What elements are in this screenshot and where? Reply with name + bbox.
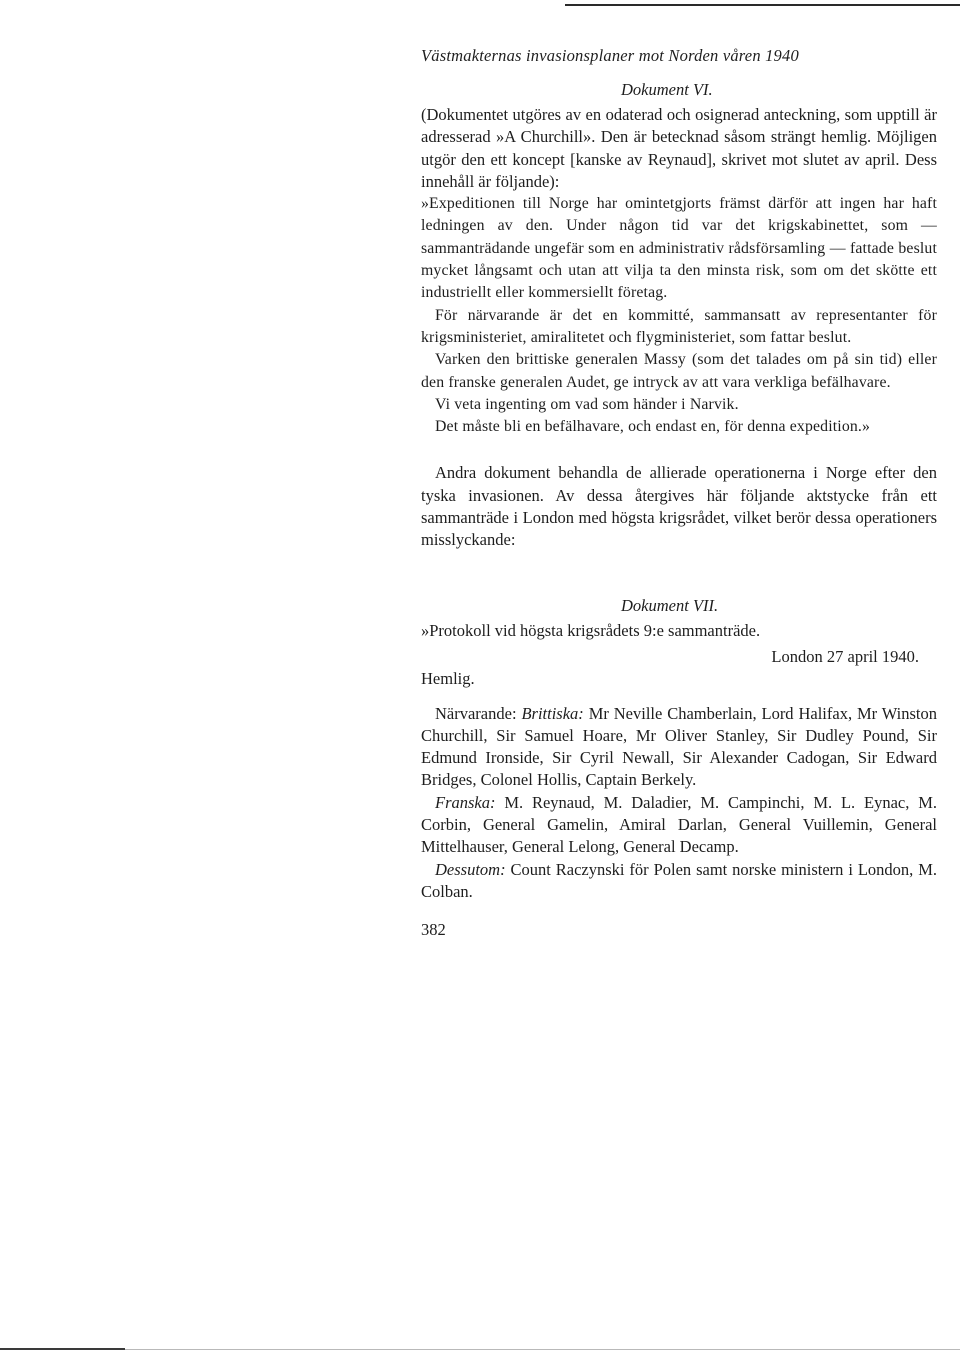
british-label: Brittiska: bbox=[521, 703, 584, 723]
quote-paragraph-2: För närvarande är det en kommitté, sammansatt av representanter för krigsministeriet, amiralitetet och flygministeriet, som fattar beslut. bbox=[421, 306, 937, 346]
bottom-rule-left bbox=[0, 1348, 125, 1350]
top-rule bbox=[565, 4, 960, 6]
page-number: 382 bbox=[421, 920, 446, 940]
bottom-rule bbox=[0, 1349, 960, 1350]
present-label: Närvarande: bbox=[435, 703, 522, 723]
french-label: Franska: bbox=[435, 792, 496, 812]
besides-label: Dessutom: bbox=[435, 859, 506, 879]
quote-paragraph-5: Det måste bli en befälhavare, och endast en, för denna expedition.» bbox=[435, 418, 871, 436]
other-attendees: Count Raczynski för Polen samt norske ministern i London, M. Colban. bbox=[421, 859, 937, 901]
document-vi-title: Dokument VI. bbox=[621, 80, 713, 99]
classification: Hemlig. bbox=[421, 669, 475, 689]
quote-paragraph-1: »Expeditionen till Norge har omintetgjorts främst därför att ingen har haft ledningen av den. Under någon tid var det krigskabinettet, som — sammanträdande ungefär som en administrativ rådsförsamling — fattade beslut mycket långsamt och utan att vilja ta den minsta risk, som om det skötte ett industriellt eller kommersiellt företag. bbox=[421, 195, 937, 302]
bridge-paragraph: Andra dokument behandla de allierade operationerna i Norge efter den tyska invasionen. Av dessa återgives här följande aktstycke från ett sammanträde i London med högsta krigsrådet, vilket berör dessa operationers misslyckande: bbox=[421, 463, 937, 550]
protocol-heading: »Protokoll vid högsta krigsrådets 9:e sammanträde. bbox=[421, 620, 761, 640]
document-vi-intro: (Dokumentet utgöres av en odaterad och osignerad anteckning, som upptill är adresserad »A Churchill». Den är betecknad såsom strängt hemlig. Möjligen utgör den ett koncept [kanske av Reynaud], skrivet mot slutet av april. Dess innehåll är följande): bbox=[421, 105, 937, 191]
present-british bbox=[421, 703, 937, 792]
french-attendees: M. Reynaud, M. Daladier, M. Campinchi, M. L. Eynac, M. Corbin, General Gamelin, Amiral Darlan, General Vuillemin, General Mittelhauser, General Lelong, General Decamp. bbox=[421, 792, 937, 857]
british-attendees: Mr Neville Chamberlain, Lord Halifax, Mr Winston Churchill, Sir Samuel Hoare, Mr Oliver Stanley, Sir Dudley Pound, Sir Edmund Ironside, Sir Cyril Newall, Sir Alexander Cadogan, Sir Edward Bridges, Colonel Hollis, Captain Berkely. bbox=[421, 703, 937, 790]
running-header: Västmakternas invasionsplaner mot Norden våren 1940 bbox=[421, 46, 799, 65]
book-page bbox=[421, 44, 937, 941]
quote-paragraph-3: Varken den brittiske generalen Massy (som det talades om på sin tid) eller den franske generalen Audet, ge intryck av att vara verkliga befälhavare. bbox=[421, 351, 937, 391]
place-and-date: London 27 april 1940. bbox=[771, 646, 919, 666]
present-others bbox=[421, 859, 937, 904]
document-vii-title: Dokument VII. bbox=[621, 595, 719, 615]
present-french bbox=[421, 792, 937, 859]
quote-paragraph-4: Vi veta ingenting om vad som händer i Narvik. bbox=[435, 395, 739, 413]
